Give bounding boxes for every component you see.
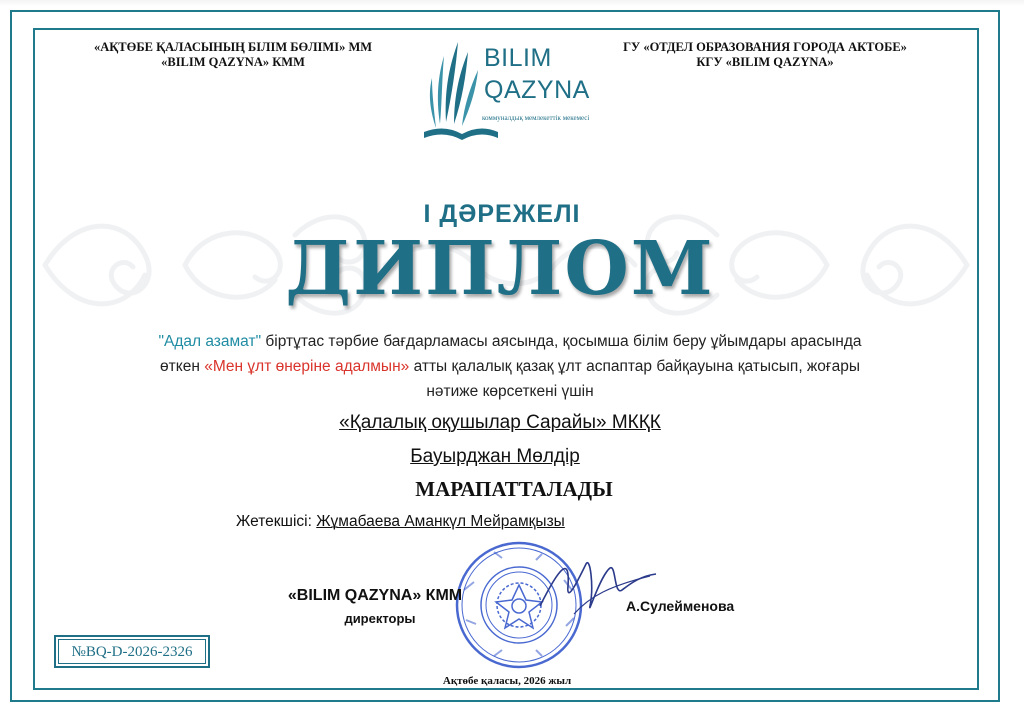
issuer-left bbox=[58, 40, 408, 70]
recipient-name bbox=[0, 446, 990, 468]
signatory-organization: «BILIM QAZYNA» КММ bbox=[287, 587, 463, 604]
recipient-organization-text: «Қалалық оқушылар Сарайы» МКҚК bbox=[339, 412, 661, 433]
awarded-label: МАРАПАТТАЛАДЫ bbox=[415, 477, 613, 501]
logo-word-bilim: BILIM bbox=[484, 44, 552, 72]
issuer-left-line2: «BILIM QAZYNA» КММ bbox=[161, 55, 305, 69]
citation-text bbox=[140, 329, 880, 404]
signatory-role: директоры bbox=[344, 611, 416, 626]
issuer-right-line2: КГУ «BILIM QAZYNA» bbox=[696, 55, 834, 69]
issuer-right-line1: ГУ «ОТДЕЛ ОБРАЗОВАНИЯ ГОРОДА АКТОБЕ» bbox=[623, 40, 907, 54]
diploma-title: ДИПЛОМ bbox=[285, 226, 715, 312]
document-number-box bbox=[54, 635, 210, 668]
supervisor-name: Жұмабаева Аманкүл Мейрамқызы bbox=[316, 513, 565, 530]
issuer-right bbox=[580, 40, 950, 70]
recipient-organization bbox=[0, 412, 1000, 434]
recipient-name-text: Бауырджан Мөлдір bbox=[410, 446, 580, 467]
signatory-name: А.Сулейменова bbox=[626, 598, 735, 614]
program-name: "Адал азамат" bbox=[158, 333, 262, 350]
contest-name: «Мен ұлт өнеріне адалмын» bbox=[204, 358, 410, 375]
signature-icon bbox=[530, 546, 660, 626]
issuer-left-line1: «АҚТӨБЕ ҚАЛАСЫНЫҢ БІЛІМ БӨЛІМІ» ММ bbox=[93, 40, 373, 54]
city-year: Ақтөбе қаласы, 2026 жыл bbox=[442, 675, 572, 687]
citation-part1: біртұтас тәрбие бағдарламасы аясында, қосымша білім беру ұйымдары арасында өткен bbox=[160, 333, 862, 375]
supervisor bbox=[236, 513, 565, 531]
degree-label: I ДӘРЕЖЕЛІ bbox=[423, 200, 581, 228]
logo-tagline: коммуналдық мемлекеттік мекемесі bbox=[482, 114, 590, 122]
logo-word-qazyna: QAZYNA bbox=[484, 76, 590, 104]
supervisor-label: Жетекшісі: bbox=[236, 513, 317, 530]
citation-part2: атты қалалық қазақ ұлт аспаптар байқауына қатысып, жоғары нәтиже көрсеткені үшін bbox=[409, 358, 860, 400]
document-number: №BQ-D-2026-2326 bbox=[58, 639, 206, 664]
